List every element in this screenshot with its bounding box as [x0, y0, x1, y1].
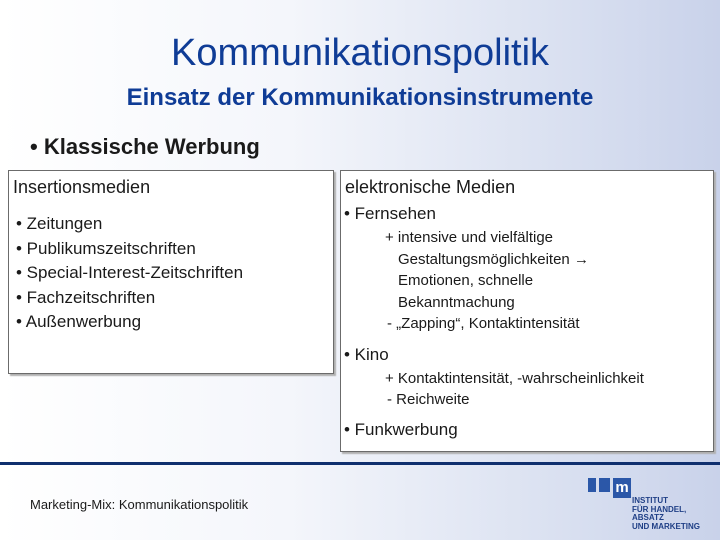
fernsehen-minus-line: - „Zapping“, Kontaktintensität: [387, 315, 580, 332]
institute-logo: [588, 478, 712, 532]
kino-minus-line: - Reichweite: [387, 391, 470, 408]
main-bullet: • Klassische Werbung: [30, 134, 260, 159]
logo-text-line: UND MARKETING: [632, 521, 700, 531]
elektronische-medien-heading: elektronische Medien: [345, 177, 516, 197]
list-item: • Publikumszeitschriften: [16, 238, 196, 258]
footer-divider: [0, 462, 720, 465]
logo-letter-m: m: [613, 478, 631, 498]
logo-block: [588, 478, 596, 492]
fernsehen-item: • Fernsehen: [344, 204, 436, 223]
slide-subtitle: Einsatz der Kommunikationsinstrumente: [126, 84, 594, 111]
logo-block: [599, 478, 610, 492]
slide-title: Kommunikationspolitik: [170, 32, 550, 74]
footer-text: Marketing-Mix: Kommunikationspolitik: [30, 497, 249, 512]
list-item: • Fachzeitschriften: [16, 287, 156, 307]
insertionsmedien-heading: Insertionsmedien: [13, 177, 151, 197]
logo-text-line: INSTITUT: [632, 496, 668, 505]
logo-text-line: FÜR HANDEL, ABSATZ: [632, 504, 687, 523]
fernsehen-plus-line: + intensive und vielfältige: [385, 229, 554, 246]
logo-text: [632, 497, 712, 531]
arrow-icon: →: [573, 250, 589, 268]
fernsehen-plus-text: Gestaltungsmöglichkeiten: [398, 250, 570, 268]
kino-item: • Kino: [344, 344, 389, 364]
insertionsmedien-box: [8, 170, 334, 374]
list-item: • Zeitungen: [16, 214, 103, 233]
insertionsmedien-list: [16, 212, 333, 335]
funkwerbung-item: • Funkwerbung: [344, 419, 458, 439]
fernsehen-plus-line: Bekanntmachung: [398, 293, 515, 311]
fernsehen-plus-line: [398, 249, 713, 271]
kino-plus-line: + Kontaktintensität, -wahrscheinlichkeit: [385, 369, 644, 387]
fernsehen-plus-line: Emotionen, schnelle: [398, 272, 534, 289]
elektronische-medien-box: [340, 170, 714, 452]
list-item: • Außenwerbung: [16, 312, 142, 331]
list-item: • Special-Interest-Zeitschriften: [16, 263, 244, 282]
